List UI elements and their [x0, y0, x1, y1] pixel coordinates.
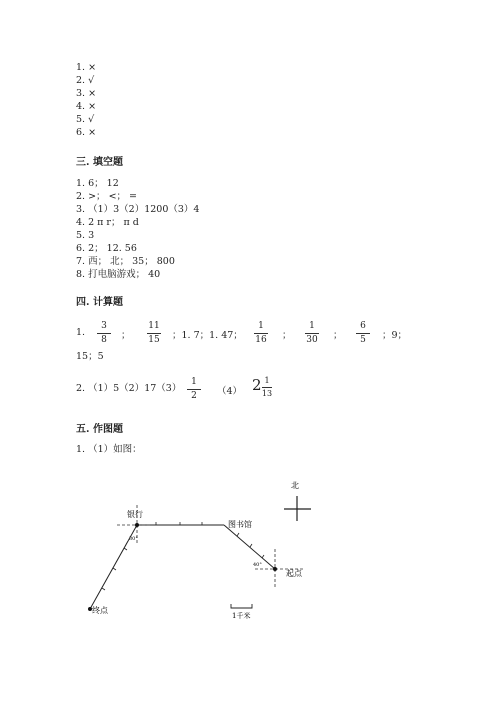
- mixed-number-whole: 2: [252, 376, 262, 394]
- fill-answer-7: 7. 西； 北； 35； 800: [76, 256, 175, 267]
- denominator: 15: [148, 335, 160, 345]
- fill-answer-2: 2. >； <； =: [76, 191, 138, 202]
- numerator: 1: [309, 321, 315, 331]
- angle-40-label: 40°: [253, 562, 262, 568]
- numerator: 1: [264, 376, 270, 385]
- fill-answer-6: 6. 2； 12. 56: [76, 243, 137, 254]
- angle-30-label: 30°: [129, 536, 138, 542]
- judge-answer-6: 6. ×: [76, 127, 97, 138]
- denominator: 16: [255, 335, 267, 345]
- calc-q1-tail: ；9；: [382, 330, 408, 341]
- judge-answer-1: 1. ×: [76, 62, 97, 73]
- fill-answer-3: 3. （1）3（2）1200（3）4: [76, 204, 200, 215]
- denominator: 8: [101, 335, 107, 345]
- separator: ；: [282, 330, 292, 341]
- scale-bar: [231, 604, 252, 608]
- numerator: 1: [258, 321, 264, 331]
- judge-answer-3: 3. ×: [76, 88, 97, 99]
- calc-q2-text: 2. （1）5（2）17（3）: [76, 383, 182, 394]
- route-ticks: [102, 533, 264, 590]
- bank-point: [135, 523, 139, 527]
- fill-answer-1: 1. 6； 12: [76, 178, 119, 189]
- calc-q1-line2: 15；5: [76, 351, 104, 362]
- north-compass: [284, 496, 311, 521]
- fill-answer-4: 4. 2 π r； π d: [76, 217, 139, 228]
- numerator: 1: [191, 377, 197, 387]
- separator: ；: [121, 330, 131, 341]
- library-label: 图书馆: [228, 520, 252, 529]
- scale-label: 1千米: [232, 612, 251, 620]
- north-label: 北: [291, 481, 299, 490]
- numerator: 6: [360, 321, 366, 331]
- route-library-start: [224, 525, 275, 569]
- section4-title: 四. 计算题: [76, 297, 123, 308]
- start-point: [273, 567, 277, 571]
- section3-title: 三. 填空题: [76, 157, 123, 168]
- denominator: 2: [191, 391, 197, 401]
- fill-answer-8: 8. 打电脑游戏； 40: [76, 269, 161, 280]
- judge-answer-2: 2. √: [76, 75, 95, 86]
- denominator: 5: [360, 335, 366, 345]
- calc-q2-part4: （4）: [217, 386, 243, 397]
- judge-answer-4: 4. ×: [76, 101, 97, 112]
- calc-q1-label: 1.: [76, 327, 86, 338]
- section5-title: 五. 作图题: [76, 424, 123, 435]
- judge-answer-5: 5. √: [76, 114, 95, 125]
- draw-q1-label: 1. （1）如图：: [76, 444, 142, 455]
- numerator: 11: [148, 321, 160, 331]
- end-label: 终点: [92, 606, 108, 615]
- start-label: 起点: [286, 569, 302, 578]
- denominator: 30: [306, 335, 318, 345]
- calc-q1-middle: ；1. 7；1. 47；: [172, 330, 243, 341]
- separator: ；: [333, 330, 343, 341]
- denominator: 13: [261, 389, 273, 398]
- bank-label: 银行: [127, 510, 143, 519]
- fill-answer-5: 5. 3: [76, 230, 95, 241]
- numerator: 3: [101, 321, 107, 331]
